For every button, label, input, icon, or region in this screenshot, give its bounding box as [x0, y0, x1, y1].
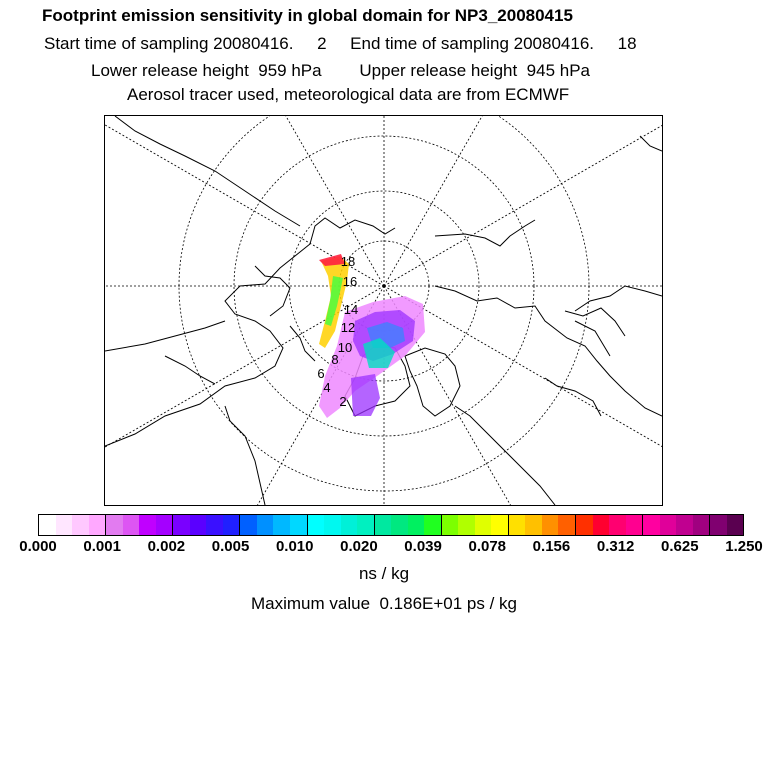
colorbar-swatch [424, 515, 441, 535]
colorbar-swatch [458, 515, 475, 535]
coastline [290, 326, 315, 361]
colorbar-swatch [525, 515, 542, 535]
sampling-time-line: Start time of sampling 20080416. 2 End time of sampling 20080416. 18 [44, 34, 637, 53]
colorbar-tick-label: 0.005 [211, 538, 250, 555]
colorbar-swatch [508, 515, 526, 535]
colorbar-swatch [206, 515, 223, 535]
colorbar-swatch [558, 515, 575, 535]
colorbar-tick-label: 0.002 [147, 538, 186, 555]
colorbar-swatch [123, 515, 140, 535]
colorbar-ticks [0, 538, 768, 558]
coastline [165, 356, 215, 384]
coastline [225, 406, 265, 505]
colorbar-swatch [491, 515, 508, 535]
trajectory-hour-label: 4 [323, 380, 331, 395]
coastline [575, 321, 610, 356]
colorbar-swatch [341, 515, 358, 535]
colorbar-swatch [223, 515, 240, 535]
colorbar-swatch [374, 515, 392, 535]
colorbar-swatch [441, 515, 459, 535]
trajectory-hour-label: 10 [337, 340, 353, 355]
colorbar-swatch [156, 515, 173, 535]
colorbar-swatch [105, 515, 123, 535]
colorbar-unit: ns / kg [358, 564, 410, 583]
colorbar-swatch [542, 515, 559, 535]
colorbar-swatch [727, 515, 744, 535]
meridian-line [384, 116, 644, 286]
colorbar-tick-label: 0.039 [404, 538, 442, 555]
sensitivity-area [351, 374, 380, 416]
trajectory-hour-label: 6 [317, 366, 325, 381]
coastline [405, 348, 460, 416]
colorbar-swatch [273, 515, 290, 535]
colorbar-swatch [660, 515, 677, 535]
colorbar-tick-label: 0.020 [340, 538, 378, 555]
colorbar-tick-label: 0.010 [275, 538, 314, 555]
colorbar-swatch [190, 515, 207, 535]
coastline [115, 116, 300, 226]
colorbar-swatch [693, 515, 710, 535]
coastline [545, 378, 601, 416]
colorbar-swatch [139, 515, 156, 535]
colorbar-swatch [357, 515, 374, 535]
colorbar-swatch [575, 515, 593, 535]
colorbar-swatch [593, 515, 610, 535]
colorbar-tick-label: 0.312 [596, 538, 635, 555]
trajectory-hour-label: 12 [340, 320, 356, 335]
emission-plume [319, 254, 425, 418]
colorbar-tick-label: 0.000 [19, 538, 57, 555]
colorbar-tick-label: 0.078 [468, 538, 507, 555]
colorbar-swatch [56, 515, 73, 535]
coastline [255, 266, 290, 316]
plot-title: Footprint emission sensitivity in global domain for NP3_20080415 [42, 6, 573, 25]
coastline [105, 321, 225, 351]
colorbar-tick-label: 0.001 [83, 538, 121, 555]
colorbar-swatch [307, 515, 325, 535]
trajectory-hour-label: 14 [343, 302, 359, 317]
colorbar [38, 514, 744, 536]
colorbar-swatch [642, 515, 660, 535]
release-height-line: Lower release height 959 hPa Upper release height 945 hPa [91, 61, 590, 80]
trajectory-hour-label: 16 [342, 274, 358, 289]
colorbar-swatch [89, 515, 106, 535]
tracer-info-line: Aerosol tracer used, meteorological data are from ECMWF [127, 85, 570, 104]
colorbar-tick-label: 0.625 [661, 538, 699, 555]
colorbar-swatch [257, 515, 274, 535]
colorbar-swatch [290, 515, 307, 535]
colorbar-swatch [609, 515, 626, 535]
colorbar-tick-label: 1.250 [725, 538, 763, 555]
colorbar-swatch [39, 515, 56, 535]
colorbar-swatch [391, 515, 408, 535]
colorbar-swatch [626, 515, 643, 535]
coastline [640, 136, 662, 151]
polar-map [104, 115, 663, 506]
colorbar-tick-label: 0.156 [532, 538, 571, 555]
colorbar-swatch [408, 515, 425, 535]
coastline [455, 406, 555, 505]
colorbar-swatch [709, 515, 727, 535]
colorbar-swatch [475, 515, 492, 535]
maximum-value: Maximum value 0.186E+01 ps / kg [251, 594, 517, 613]
colorbar-swatch [172, 515, 190, 535]
colorbar-swatch [239, 515, 257, 535]
trajectory-hour-label: 8 [331, 352, 339, 367]
colorbar-swatch [676, 515, 693, 535]
colorbar-swatch [324, 515, 341, 535]
trajectory-hour-label: 18 [340, 254, 356, 269]
colorbar-swatch [72, 515, 89, 535]
trajectory-hour-label: 2 [339, 394, 347, 409]
meridian-line [384, 286, 662, 505]
coastline [435, 220, 535, 246]
coastline [435, 286, 662, 416]
